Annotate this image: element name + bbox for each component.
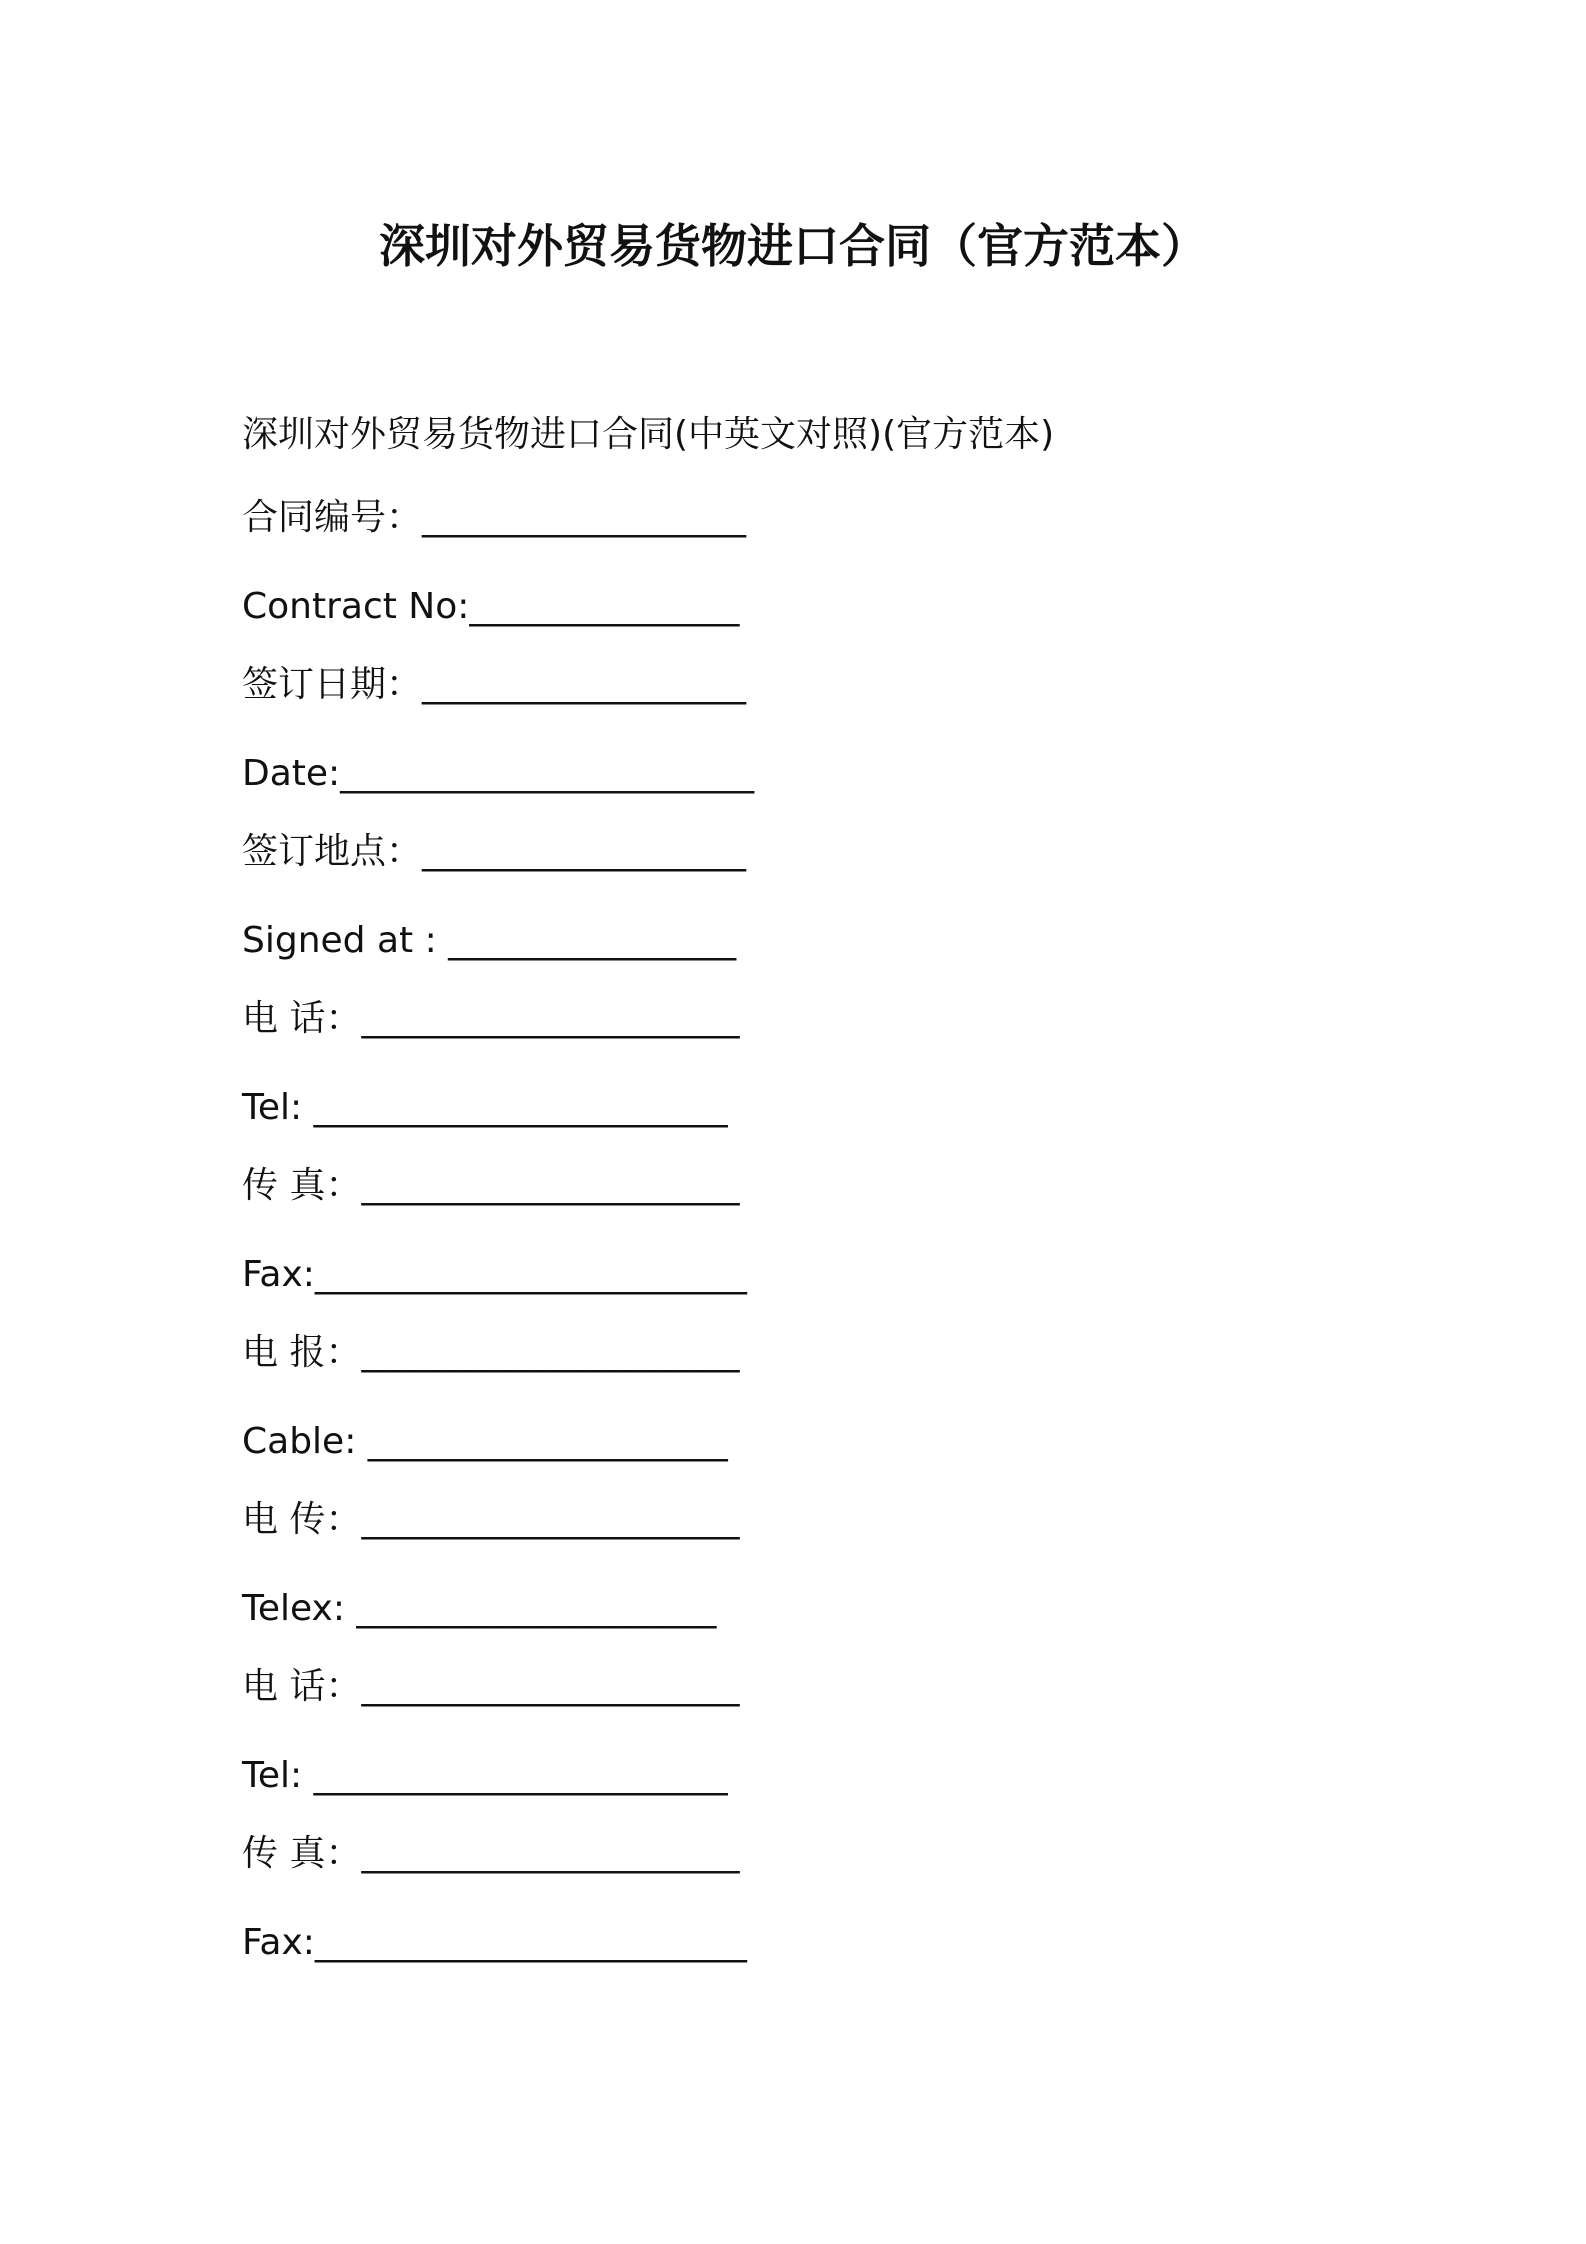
field-telephone-2-en: Tel: _______________________ [242, 1755, 728, 1796]
field-telephone-2-cn: 电 话：_____________________ [242, 1666, 740, 1707]
field-signing-place-en: Signed at : ________________ [242, 920, 737, 961]
field-contract-number-cn: 合同编号：__________________ [242, 497, 747, 538]
document-title: 深圳对外贸易货物进口合同（官方范本） [379, 219, 1207, 273]
field-fax-cn: 传 真：_____________________ [242, 1165, 740, 1206]
field-contract-number-en: Contract No:_______________ [242, 586, 740, 627]
field-cable-en: Cable: ____________________ [242, 1421, 728, 1462]
field-telex-cn: 电 传：_____________________ [242, 1499, 740, 1540]
field-telephone-cn: 电 话：_____________________ [242, 998, 740, 1039]
field-signing-date-en: Date:_______________________ [242, 753, 755, 794]
field-telephone-en: Tel: _______________________ [242, 1087, 728, 1128]
field-telex-en: Telex: ____________________ [242, 1588, 717, 1629]
field-signing-place-cn: 签订地点：__________________ [242, 831, 747, 872]
field-fax-en: Fax:________________________ [242, 1254, 747, 1295]
document-subtitle: 深圳对外贸易货物进口合同(中英文对照)(官方范本) [242, 414, 1055, 455]
field-signing-date-cn: 签订日期：__________________ [242, 664, 747, 705]
field-cable-cn: 电 报：_____________________ [242, 1332, 740, 1373]
field-fax-2-cn: 传 真：_____________________ [242, 1833, 740, 1874]
field-fax-2-en: Fax:________________________ [242, 1922, 747, 1963]
